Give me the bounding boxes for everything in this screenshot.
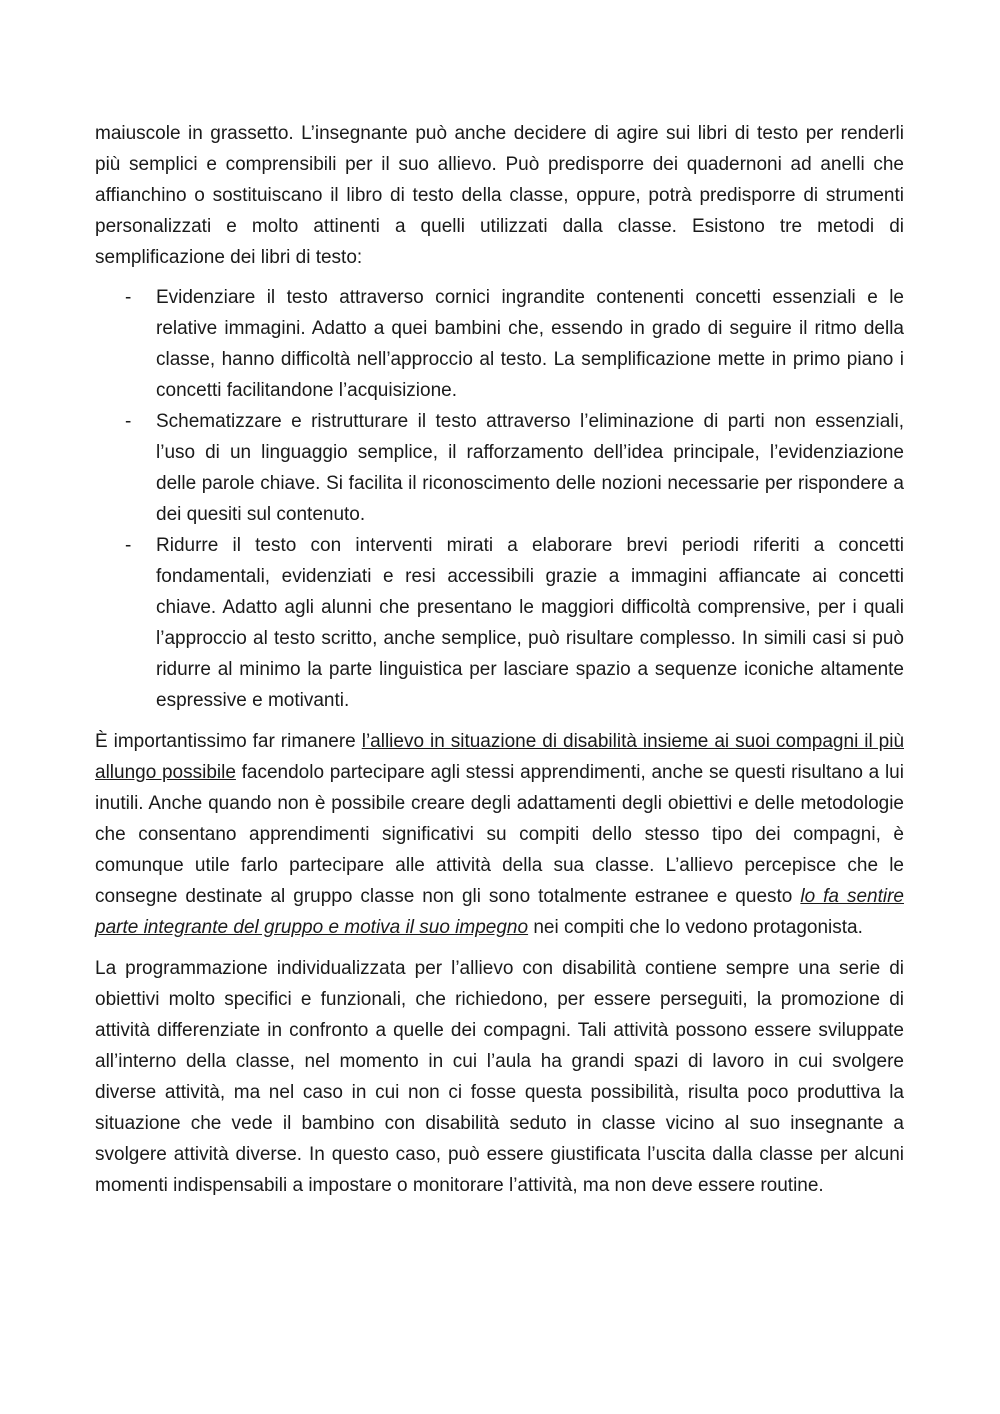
list-item xyxy=(95,530,904,716)
bullet-dash: - xyxy=(125,535,132,556)
paragraph-simplification-intro: maiuscole in grassetto. L’insegnante può anche decidere di agire sui libri di testo per renderli più semplici e comprensibili per il suo allievo. Può predisporre dei quadernoni ad anelli che affianchino o sostituiscano il libro di testo della classe, oppure, potrà predisporre di strumenti personalizzati e molto attinenti a quelli utilizzati dalla classe. Esistono tre metodi di semplificazione dei libri di testo: xyxy=(95,123,904,268)
bullet-dash: - xyxy=(125,287,132,308)
paragraph-inclusion xyxy=(95,726,904,943)
bullet-dash: - xyxy=(125,411,132,432)
text-run: È importantissimo far rimanere xyxy=(95,731,362,752)
list-item xyxy=(95,282,904,406)
underlined-italic-text: lo fa sentire parte integrante del gruppo e motiva il suo impegno xyxy=(95,886,904,938)
underlined-text: l’allievo in situazione di disabilità insieme ai suoi compagni il più allungo possibile xyxy=(95,731,905,783)
document-page xyxy=(95,118,904,1201)
list-item-text: Schematizzare e ristrutturare il testo attraverso l’eliminazione di parti non essenziali, l’uso di un linguaggio semplice, il rafforzamento dell’idea principale, l’evidenziazione delle parole chiave. Si facilita il riconoscimento delle nozioni necessarie per rispondere a dei quesiti sul contenuto. xyxy=(156,411,904,525)
text-run: facendolo partecipare agli stessi apprendimenti, anche se questi risultano a lui inutili. Anche quando non è possibile creare degli adattamenti degli obiettivi e delle metodologie che consentano apprendimenti significativi su compiti dello stesso tipo dei compagni, è comunque utile farlo partecipare alle attività della sua classe. L’allievo percepisce che le consegne destinate al gruppo classe non gli sono totalmente estranee e questo xyxy=(95,762,904,907)
text-run: nei compiti che lo vedono protagonista. xyxy=(528,917,863,938)
paragraph-individual-programming: La programmazione individualizzata per l’allievo con disabilità contiene sempre una serie di obiettivi molto specifici e funzionali, che richiedono, per essere perseguiti, la promozione di attività differenziate in confronto a quelle dei compagni. Tali attività possono essere sviluppate all’interno della classe, nel momento in cui l’aula ha grandi spazi di lavoro in cui svolgere diverse attività, ma nel caso in cui non ci fosse questa possibilità, risulta poco produttiva la situazione che vede il bambino con disabilità seduto in classe vicino al suo insegnante a svolgere attività diverse. In questo caso, può essere giustificata l’uscita dalla classe per alcuni momenti indispensabili a impostare o monitorare l’attività, ma non deve essere routine. xyxy=(95,958,904,1196)
list-item-text: Ridurre il testo con interventi mirati a elaborare brevi periodi riferiti a concetti fondamentali, evidenziati e resi accessibili grazie a immagini affiancate ai concetti chiave. Adatto agli alunni che presentano le maggiori difficoltà comprensive, per i quali l’approccio al testo scritto, anche semplice, può risultare complesso. In simili casi si può ridurre al minimo la parte linguistica per lasciare spazio a sequenze iconiche altamente espressive e motivanti. xyxy=(156,535,904,711)
list-item xyxy=(95,406,904,530)
simplification-methods-list xyxy=(95,282,904,716)
list-item-text: Evidenziare il testo attraverso cornici ingrandite contenenti concetti essenziali e le relative immagini. Adatto a quei bambini che, essendo in grado di seguire il ritmo della classe, hanno difficoltà nell’approccio al testo. La semplificazione mette in primo piano i concetti facilitandone l’acquisizione. xyxy=(156,287,904,401)
